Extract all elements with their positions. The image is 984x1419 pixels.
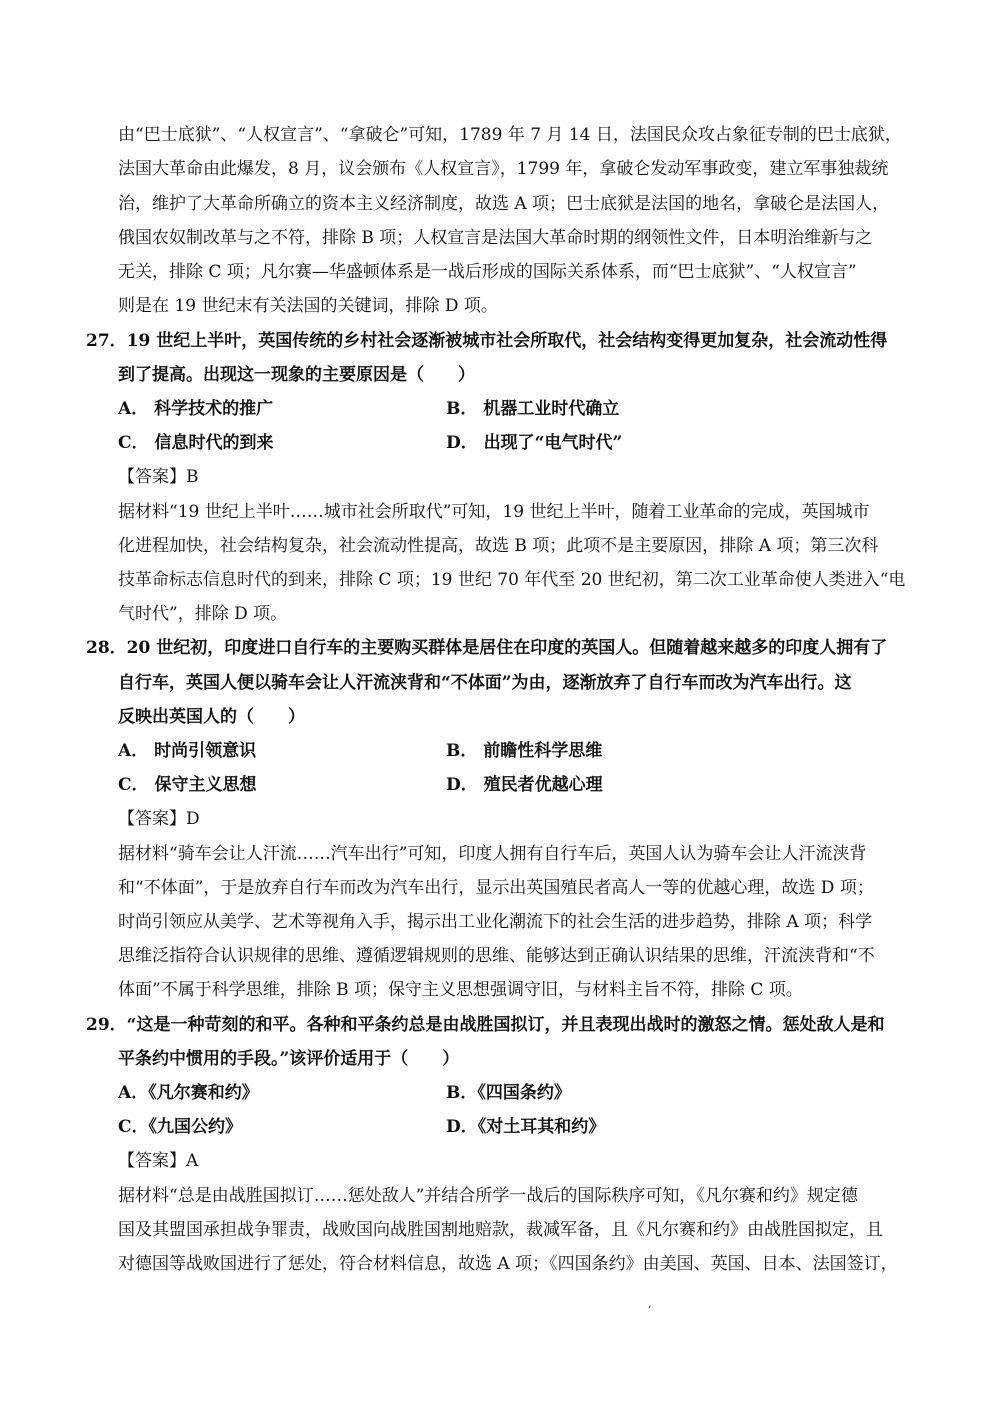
explanation-line: 时尚引领应从美学、艺术等视角入手，揭示出工业化潮流下的社会生活的进步趋势，排除 A 项；科学	[118, 912, 873, 932]
explanation-line: 国及其盟国承担战争罪责，战败国向战胜国割地赔款，裁减军备，且《凡尔赛和约》由战胜国拟定，且	[118, 1220, 883, 1240]
answer-label: 【答案】A	[118, 1151, 199, 1171]
option-d: D．《对土耳其和约》	[446, 1117, 606, 1137]
explanation-line: 技革命标志信息时代的到来，排除 C 项；19 世纪 70 年代至 20 世纪初，第二次工业革命使人类进入“电	[118, 570, 906, 590]
explanation-line: 据材料“总是由战胜国拟订……惩处敌人”并结合所学一战后的国际秩序可知，《凡尔赛和约》规定德	[118, 1186, 858, 1206]
intro-line: 无关，排除 C 项；凡尔赛—华盛顿体系是一战后形成的国际关系体系，而“巴士底狱”、“人权宣言”	[118, 262, 857, 282]
option-a: A．《凡尔赛和约》	[118, 1083, 259, 1103]
question-stem: 19 世纪上半叶，英国传统的乡村社会逐渐被城市社会所取代，社会结构变得更加复杂，社会流动性得	[126, 331, 888, 351]
option-c: C． 信息时代的到来	[118, 433, 274, 453]
explanation-line: 据材料“骑车会让人汗流……汽车出行”可知，印度人拥有自行车后，英国人认为骑车会让人汗流浃背	[118, 844, 867, 864]
question-stem: 20 世纪初，印度进口自行车的主要购买群体是居住在印度的英国人。但随着越来越多的印度人拥有了	[126, 638, 888, 658]
explanation-line: 和“不体面”，于是放弃自行车而改为汽车出行，显示出英国殖民者高人一等的优越心理，故选 D 项；	[118, 878, 874, 898]
explanation-line: 体面”不属于科学思维，排除 B 项；保守主义思想强调守旧，与材料主旨不符，排除 C 项。	[118, 980, 803, 1000]
explanation-line: 气时代”，排除 D 项。	[118, 604, 288, 624]
option-d: D． 殖民者优越心理	[446, 775, 603, 795]
explanation-line: 思维泛指符合认识规律的思维、遵循逻辑规则的思维、能够达到正确认识结果的思维，汗流浃背和“不	[118, 946, 875, 966]
intro-line: 俄国农奴制改革与之不符，排除 B 项；人权宣言是法国大革命时期的纲领性文件，日本明治维新与之	[118, 228, 873, 248]
option-b: B．《四国条约》	[446, 1083, 571, 1103]
option-c: C．《九国公约》	[118, 1117, 243, 1137]
option-d: D． 出现了“电气时代”	[446, 433, 623, 453]
explanation-line: 对德国等战败国进行了惩处，符合材料信息，故选 A 项；《四国条约》由美国、英国、日本、法国签订，	[118, 1254, 898, 1274]
intro-line: 法国大革命由此爆发，8 月，议会颁布《人权宣言》，1799 年，拿破仑发动军事政变，建立军事独裁统	[118, 159, 889, 179]
option-a: A． 科学技术的推广	[118, 399, 274, 419]
question-stem: “这是一种苛刻的和平。各种和平条约总是由战胜国拟订，并且表现出战时的激怒之情。惩处敌人是和	[126, 1015, 885, 1035]
answer-label: 【答案】D	[118, 809, 200, 829]
intro-line: 由“巴士底狱”、“人权宣言”、“拿破仑”可知，1789 年 7 月 14 日，法国民众攻占象征专制的巴士底狱，	[118, 125, 902, 145]
answer-label: 【答案】B	[118, 467, 199, 487]
question-stem: 平条约中惯用的手段。”该评价适用于（ ）	[118, 1049, 460, 1069]
question-stem: 到了提高。出现这一现象的主要原因是（ ）	[118, 365, 475, 385]
option-c: C． 保守主义思想	[118, 775, 257, 795]
option-b: B． 前瞻性科学思维	[446, 741, 603, 761]
question-27	[86, 330, 887, 352]
question-29	[86, 1014, 884, 1036]
intro-line: 则是在 19 世纪末有关法国的关键词，排除 D 项。	[118, 296, 498, 316]
option-a: A． 时尚引领意识	[118, 741, 257, 761]
question-number: 29．	[86, 1015, 127, 1035]
question-28	[86, 637, 887, 659]
intro-line: 治，维护了大革命所确立的资本主义经济制度，故选 A 项；巴士底狱是法国的地名，拿破仑是法国人，	[118, 194, 890, 214]
question-stem: 反映出英国人的（ ）	[118, 707, 305, 727]
footer-mark: ,	[648, 1296, 652, 1310]
question-number: 27．	[86, 331, 127, 351]
question-number: 28．	[86, 638, 127, 658]
explanation-line: 化进程加快，社会结构复杂，社会流动性提高，故选 B 项；此项不是主要原因，排除 A 项；第三次科	[118, 536, 879, 556]
question-stem: 自行车，英国人便以骑车会让人汗流浃背和“不体面”为由，逐渐放弃了自行车而改为汽车出行。这	[118, 673, 852, 693]
explanation-line: 据材料“19 世纪上半叶……城市社会所取代”可知，19 世纪上半叶，随着工业革命的完成，英国城市	[118, 502, 870, 522]
option-b: B． 机器工业时代确立	[446, 399, 620, 419]
